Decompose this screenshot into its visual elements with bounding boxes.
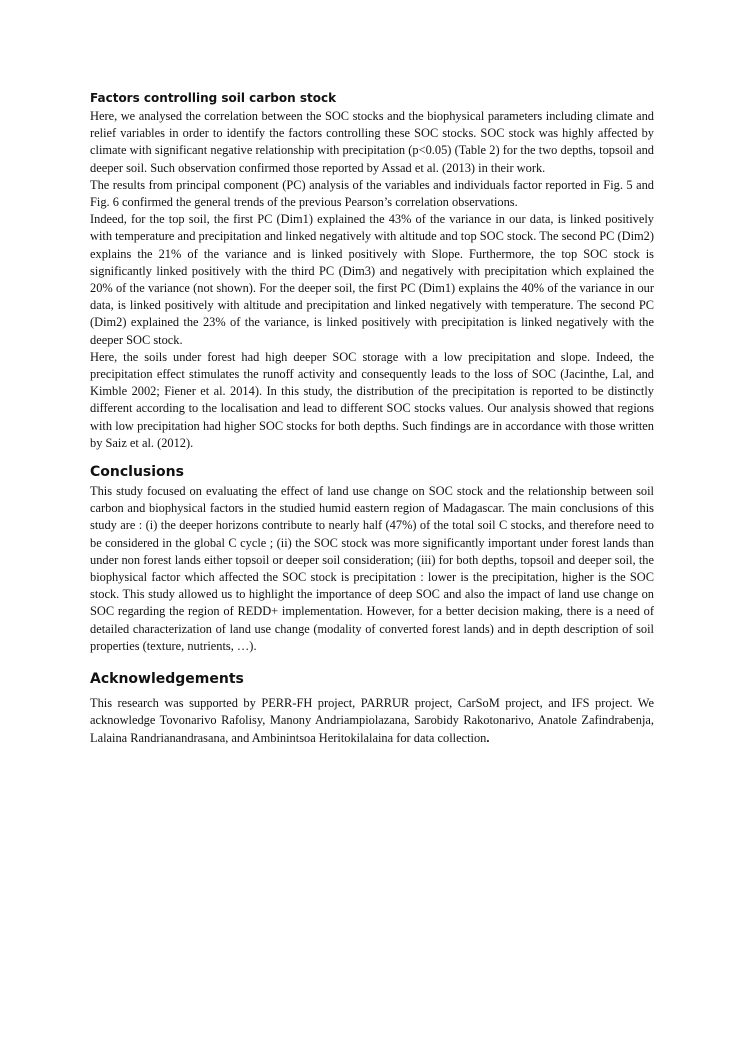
section-heading-conclusions: Conclusions [90, 464, 184, 481]
factors-paragraph-2: The results from principal component (PC) analysis of the variables and individuals factor reported in Fig. 5 and Fig. 6 confirmed the general trends of the previous Pearson’s correlation observations. [90, 177, 654, 210]
factors-paragraph-1: Here, we analysed the correlation between the SOC stocks and the biophysical parameters including climate and relief variables in order to identify the factors controlling these SOC stocks. SOC stock was highly affected by climate with significant negative relationship with precipitation (p<0.05) (Table 2) for the two depths, topsoil and deeper soil. Such observation confirmed those reported by Assad et al. (2013) in their work. [90, 109, 654, 175]
factors-paragraph-3: Indeed, for the top soil, the first PC (Dim1) explained the 43% of the variance in our data, is linked positively with temperature and precipitation and linked negatively with altitude and top SOC stock. The second PC (Dim2) explains the 21% of the variance and is linked positively with Slope. Furthermore, the top SOC stock is significantly linked positively with the third PC (Dim3) and negatively with precipitation which explained the 20% of the variance (not shown). For the deeper soil, the first PC (Dim1) explains the 40% of the variance in our data, is linked positively with altitude and precipitation and linked negatively with temperature. The second PC (Dim2) explained the 23% of the variance, is linked positively with precipitation is linked negatively with the deeper SOC stock. [90, 212, 654, 347]
acknowledgements-final-period: . [486, 730, 490, 745]
document-page [90, 88, 654, 747]
acknowledgements-text: This research was supported by PERR-FH project, PARRUR project, CarSoM project, and IFS project. We acknowledge Tovonarivo Rafolisy, Manony Andriampiolazana, Sarobidy Rakotonarivo, Anatole Zafindrabenja, Lalaina Randrianandrasana, and Ambinintsoa Heritokilalaina for data collection [90, 696, 654, 745]
conclusions-paragraph: This study focused on evaluating the effect of land use change on SOC stock and the relationship between soil carbon and biophysical factors in the studied humid eastern region of Madagascar. The main conclusions of this study are : (i) the deeper horizons contribute to nearly half (47%) of the total soil C stocks, and therefore need to be considered in the global C cycle ; (ii) the SOC stock was more significantly important under forest lands than under non forest lands either topsoil or deeper soil consideration; (iii) for both depths, topsoil and deeper soil, the biophysical factor which affected the SOC stock is precipitation : lower is the precipitation, higher is the SOC stock. This study allowed us to highlight the importance of deep SOC and also the impact of land use change on SOC regarding the region of REDD+ implementation. However, for a better decision making, there is a need of detailed characterization of land use change (modality of converted forest lands) and in depth description of soil properties (texture, nutrients, …). [90, 484, 654, 653]
section-heading-factors: Factors controlling soil carbon stock [90, 91, 337, 105]
acknowledgements-paragraph [90, 695, 654, 747]
section-heading-acknowledgements: Acknowledgements [90, 671, 244, 688]
factors-paragraph-4: Here, the soils under forest had high deeper SOC storage with a low precipitation and slope. Indeed, the precipitation effect stimulates the runoff activity and consequently leads to the loss of SOC (Jacinthe, Lal, and Kimble 2002; Fiener et al. 2014). In this study, the distribution of the precipitation is reported to be distinctly different according to the localisation and lead to different SOC stocks values. Our analysis showed that regions with low precipitation had higher SOC stocks for both depths. Such findings are in accordance with those written by Saiz et al. (2012). [90, 349, 654, 450]
